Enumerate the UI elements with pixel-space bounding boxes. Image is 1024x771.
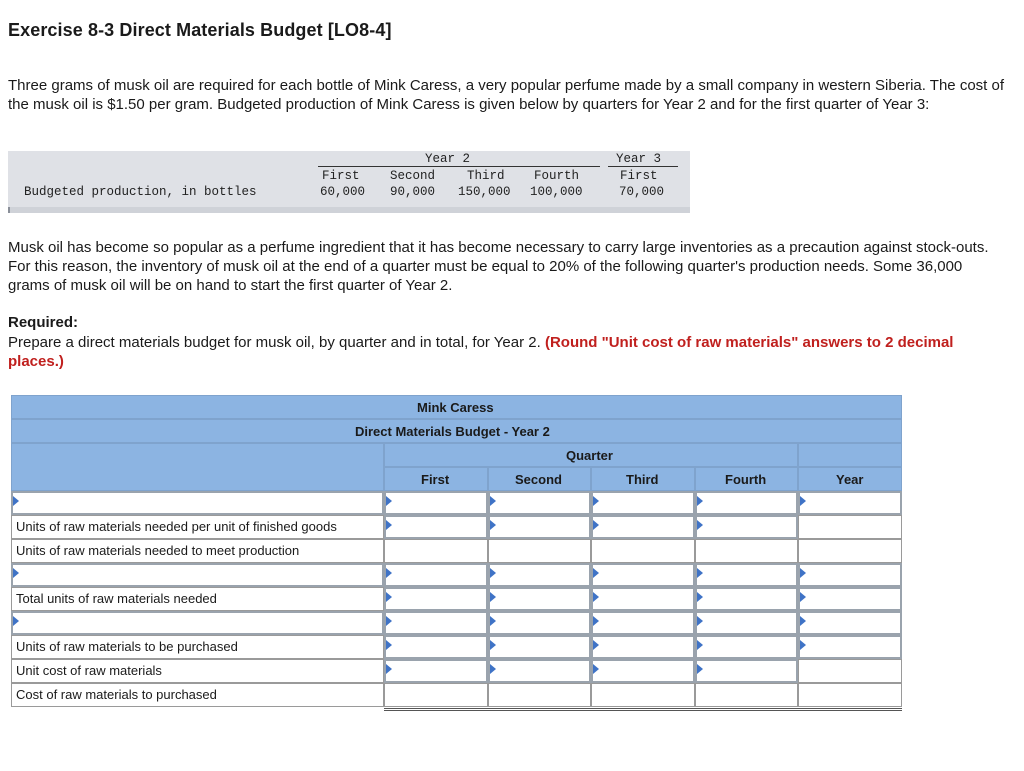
- computed-cell: [695, 539, 798, 563]
- row-label: Units of raw materials needed to meet production: [11, 539, 384, 563]
- col-third: Third: [467, 169, 505, 183]
- inventory-paragraph: Musk oil has become so popular as a perfume ingredient that it has become necessary to carry large inventories as a precaution against stock-outs. For this reason, the inventory of musk oil at the end of a quarter must be equal to 20% of the following quarter's production needs. Some 36,000 grams of musk oil will be on hand to start the first quarter of Year 2.: [8, 239, 989, 294]
- dropdown-arrow-icon: [386, 520, 392, 530]
- input-cell[interactable]: [798, 491, 902, 515]
- input-cell[interactable]: [384, 515, 488, 539]
- production-table: [8, 151, 690, 213]
- input-cell[interactable]: [384, 635, 488, 659]
- dropdown-arrow-icon: [490, 496, 496, 506]
- header-year: [798, 467, 902, 491]
- label-input[interactable]: [11, 563, 384, 587]
- year3-header: Year 3: [616, 152, 662, 166]
- total-double-underline: [384, 708, 902, 711]
- dropdown-arrow-icon: [593, 592, 599, 602]
- table-row: [11, 539, 902, 563]
- header-year-label: Year: [836, 472, 864, 487]
- input-cell[interactable]: [591, 635, 695, 659]
- input-cell[interactable]: [591, 587, 695, 611]
- dropdown-arrow-icon: [697, 496, 703, 506]
- dropdown-arrow-icon: [593, 616, 599, 626]
- header-second-label: Second: [515, 472, 562, 487]
- computed-cell: [798, 683, 902, 707]
- label-input[interactable]: [11, 491, 384, 515]
- row-label: Units of raw materials needed per unit of finished goods: [11, 515, 384, 539]
- table-row: [11, 587, 902, 611]
- input-cell[interactable]: [591, 563, 695, 587]
- year2-header: Year 2: [425, 152, 471, 166]
- dropdown-arrow-icon: [800, 640, 806, 650]
- direct-materials-budget: [11, 395, 902, 709]
- col-first-y3: First: [620, 169, 658, 183]
- row-label: Units of raw materials to be purchased: [11, 635, 384, 659]
- rounding-note: (Round "Unit cost of raw materials" answers to 2 decimal places.): [8, 334, 954, 370]
- input-cell[interactable]: [488, 587, 591, 611]
- value-first-y3: 70,000: [619, 185, 665, 199]
- dropdown-arrow-icon: [697, 664, 703, 674]
- value-second: 90,000: [390, 185, 436, 199]
- computed-cell: [798, 659, 902, 683]
- input-cell[interactable]: [384, 611, 488, 635]
- input-cell[interactable]: [384, 587, 488, 611]
- table-row: [11, 563, 902, 587]
- budget-title-header: [11, 419, 902, 443]
- input-cell[interactable]: [695, 659, 798, 683]
- table-row: [11, 683, 902, 707]
- computed-cell: [488, 683, 591, 707]
- input-cell[interactable]: [695, 611, 798, 635]
- table-row: [11, 611, 902, 635]
- input-cell[interactable]: [488, 515, 591, 539]
- row-label: Cost of raw materials to purchased: [11, 683, 384, 707]
- dropdown-arrow-icon: [593, 640, 599, 650]
- dropdown-arrow-icon: [386, 664, 392, 674]
- dropdown-arrow-icon: [697, 520, 703, 530]
- input-cell[interactable]: [695, 635, 798, 659]
- col-second: Second: [390, 169, 436, 183]
- input-cell[interactable]: [384, 491, 488, 515]
- dropdown-arrow-icon: [800, 592, 806, 602]
- dropdown-arrow-icon: [13, 616, 19, 626]
- year3-underline: [608, 166, 678, 167]
- input-cell[interactable]: [695, 587, 798, 611]
- dropdown-arrow-icon: [13, 568, 19, 578]
- input-cell[interactable]: [695, 491, 798, 515]
- header-third: [591, 467, 695, 491]
- dropdown-arrow-icon: [593, 496, 599, 506]
- value-third: 150,000: [458, 185, 511, 199]
- value-first: 60,000: [320, 185, 366, 199]
- input-cell[interactable]: [591, 515, 695, 539]
- required-instruction: Prepare a direct materials budget for musk oil, by quarter and in total, for Year 2.: [8, 334, 541, 351]
- input-cell[interactable]: [384, 563, 488, 587]
- dropdown-arrow-icon: [490, 592, 496, 602]
- quarter-header: [384, 443, 798, 467]
- exercise-title: Exercise 8-3 Direct Materials Budget [LO8-4]: [8, 20, 392, 40]
- intro-paragraph: Three grams of musk oil are required for each bottle of Mink Caress, a very popular perfume made by a small company in western Siberia. The cost of the musk oil is $1.50 per gram. Budgeted production of Mink Caress is given below by quarters for Year 2 and for the first quarter of Year 3:: [8, 77, 1005, 113]
- company-header: [11, 395, 902, 419]
- dropdown-arrow-icon: [13, 496, 19, 506]
- year2-underline: [318, 166, 600, 167]
- computed-cell: [798, 539, 902, 563]
- dropdown-arrow-icon: [697, 616, 703, 626]
- dropdown-arrow-icon: [697, 568, 703, 578]
- dropdown-arrow-icon: [386, 592, 392, 602]
- dropdown-arrow-icon: [697, 640, 703, 650]
- company-name: Mink Caress: [417, 400, 494, 415]
- input-cell[interactable]: [798, 611, 902, 635]
- quarter-label: Quarter: [566, 448, 613, 463]
- row-label: Total units of raw materials needed: [11, 587, 384, 611]
- header-fourth-label: Fourth: [725, 472, 767, 487]
- header-third-label: Third: [626, 472, 659, 487]
- dropdown-arrow-icon: [593, 568, 599, 578]
- dropdown-arrow-icon: [800, 568, 806, 578]
- budget-title: Direct Materials Budget - Year 2: [355, 424, 550, 439]
- input-cell[interactable]: [488, 611, 591, 635]
- input-cell[interactable]: [695, 515, 798, 539]
- dropdown-arrow-icon: [697, 592, 703, 602]
- dropdown-arrow-icon: [490, 664, 496, 674]
- input-cell[interactable]: [695, 563, 798, 587]
- dropdown-arrow-icon: [800, 496, 806, 506]
- computed-cell: [384, 539, 488, 563]
- label-column-header: [11, 443, 384, 491]
- required-text: [8, 333, 1008, 371]
- input-cell[interactable]: [488, 491, 591, 515]
- required-heading: Required:: [8, 314, 79, 331]
- input-cell[interactable]: [591, 659, 695, 683]
- computed-cell: [488, 539, 591, 563]
- header-second: [488, 467, 591, 491]
- col-fourth: Fourth: [534, 169, 580, 183]
- input-cell[interactable]: [488, 659, 591, 683]
- dropdown-arrow-icon: [386, 616, 392, 626]
- dropdown-arrow-icon: [490, 640, 496, 650]
- table-row: [11, 659, 902, 683]
- computed-cell: [798, 515, 902, 539]
- col-first: First: [322, 169, 360, 183]
- dropdown-arrow-icon: [593, 664, 599, 674]
- computed-cell: [695, 683, 798, 707]
- dropdown-arrow-icon: [490, 616, 496, 626]
- input-cell[interactable]: [798, 587, 902, 611]
- input-cell[interactable]: [384, 659, 488, 683]
- dropdown-arrow-icon: [386, 640, 392, 650]
- input-cell[interactable]: [591, 611, 695, 635]
- row-label: Unit cost of raw materials: [11, 659, 384, 683]
- input-cell[interactable]: [798, 563, 902, 587]
- computed-cell: [591, 539, 695, 563]
- table-row: [11, 491, 902, 515]
- dropdown-arrow-icon: [386, 496, 392, 506]
- dropdown-arrow-icon: [800, 616, 806, 626]
- dropdown-arrow-icon: [386, 568, 392, 578]
- header-first: [384, 467, 488, 491]
- production-row-label: Budgeted production, in bottles: [24, 185, 257, 199]
- computed-cell: [591, 683, 695, 707]
- year-header-spacer: [798, 443, 902, 467]
- value-fourth: 100,000: [530, 185, 583, 199]
- input-cell[interactable]: [488, 563, 591, 587]
- dropdown-arrow-icon: [490, 520, 496, 530]
- header-fourth: [695, 467, 798, 491]
- computed-cell: [384, 683, 488, 707]
- dropdown-arrow-icon: [593, 520, 599, 530]
- header-first-label: First: [421, 472, 450, 487]
- label-input[interactable]: [11, 611, 384, 635]
- table-footer-bar: [8, 207, 690, 213]
- input-cell[interactable]: [488, 635, 591, 659]
- input-cell[interactable]: [591, 491, 695, 515]
- dropdown-arrow-icon: [490, 568, 496, 578]
- input-cell[interactable]: [798, 635, 902, 659]
- table-row: [11, 515, 902, 539]
- table-row: [11, 635, 902, 659]
